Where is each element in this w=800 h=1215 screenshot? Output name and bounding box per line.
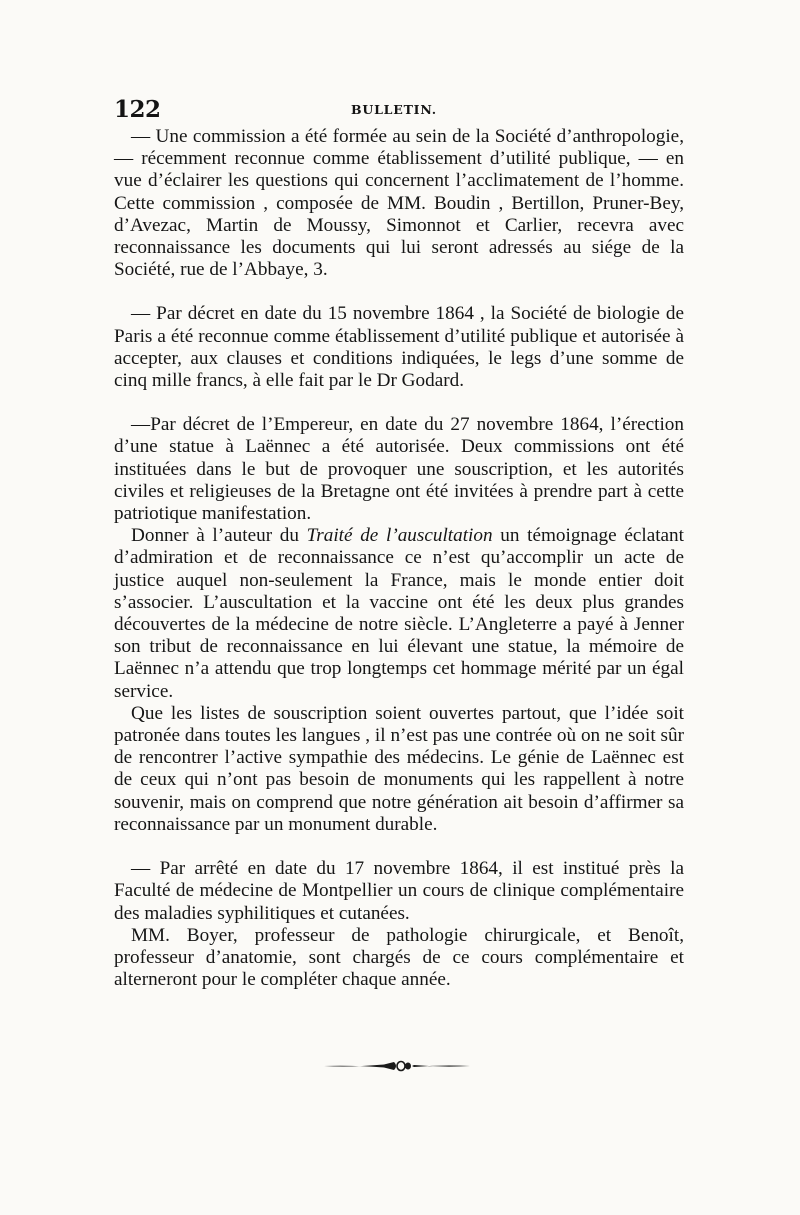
paragraph-montpellier-course: — Par arrêté en date du 17 novembre 1864, il est institué près la Faculté de médecine de Montpellier un cours de clinique complémentaire des maladies syphilitiques et cutanées. bbox=[114, 858, 684, 924]
paragraph-biology-society: — Par décret en date du 15 novembre 1864 , la Société de biologie de Paris a été reconnue comme établissement d’utilité publique et autorisée à accepter, aux clauses et conditions indiquées, le legs d’une somme de cinq mille francs, à elle fait par le Dr Godard. bbox=[114, 303, 684, 392]
page-number: 122 bbox=[114, 96, 161, 123]
paragraph-gap bbox=[114, 836, 684, 858]
paragraph-subscription-lists: Que les listes de souscription soient ouvertes partout, que l’idée soit patronée dans toutes les langues , il n’est pas une contrée où on ne soit sûr de rencontrer l’active sympathie des médecins. Le génie de Laënnec est de ceux qui n’ont pas besoin de monuments qui les rappellent à notre souvenir, mais on comprend que notre génération ait besoin d’affirmer sa reconnaissance par un monument durable. bbox=[114, 702, 684, 835]
paragraph-laennec-homage-start: Donner à l’auteur du bbox=[131, 525, 299, 547]
paragraph-course-professors: MM. Boyer, professeur de pathologie chirurgicale, et Benoît, professeur d’anatomie, sont chargés de ce cours complémentaire et alterneront pour le compléter chaque année. bbox=[114, 924, 684, 991]
running-head: BULLETIN. bbox=[351, 102, 437, 117]
paragraph-laennec-homage bbox=[114, 525, 684, 703]
decorative-rule-ornament bbox=[322, 1058, 472, 1074]
paragraph-gap bbox=[114, 392, 684, 414]
book-title-italic: Traité de l’auscultation bbox=[306, 525, 493, 547]
page-header bbox=[114, 98, 684, 124]
paragraph-anthropology-commission: — Une commission a été formée au sein de la Société d’anthropologie, — récemment reconnue comme établissement d’utilité publique, — en vue d’éclairer les questions qui concernent l’acclimatement de l’homme. Cette commission , composée de MM. Boudin , Bertillon, Pruner-Bey, d’Avezac, Martin de Moussy, Simonnot et Carlier, recevra avec reconnaissance les documents qui lui seront adressés au siége de la Société, rue de l’Abbaye, 3. bbox=[114, 126, 684, 281]
paragraph-laennec-homage-rest: un témoignage éclatant d’admiration et de reconnaissance ce n’est qu’accomplir un acte de justice auquel non-seulement la France, mais le monde entier doit s’associer. L’auscultation et la vaccine ont été les deux plus grandes découvertes de la médecine de notre siècle. L’Angleterre a payé à Jenner son tribut de reconnaissance en lui élevant une statue, la mémoire de Laënnec n’a attendu que trop longtemps cet hommage mérité par un égal service. bbox=[114, 525, 684, 702]
paragraph-laennec-statue: —Par décret de l’Empereur, en date du 27 novembre 1864, l’érection d’une statue à Laënnec a été autorisée. Deux commissions ont été instituées dans le but de provoquer une souscription, et les autorités civiles et religieuses de la Bretagne ont été invitées à prendre part à cette patriotique manifestation. bbox=[114, 414, 684, 525]
paragraph-gap bbox=[114, 281, 684, 303]
body-text bbox=[114, 126, 684, 991]
